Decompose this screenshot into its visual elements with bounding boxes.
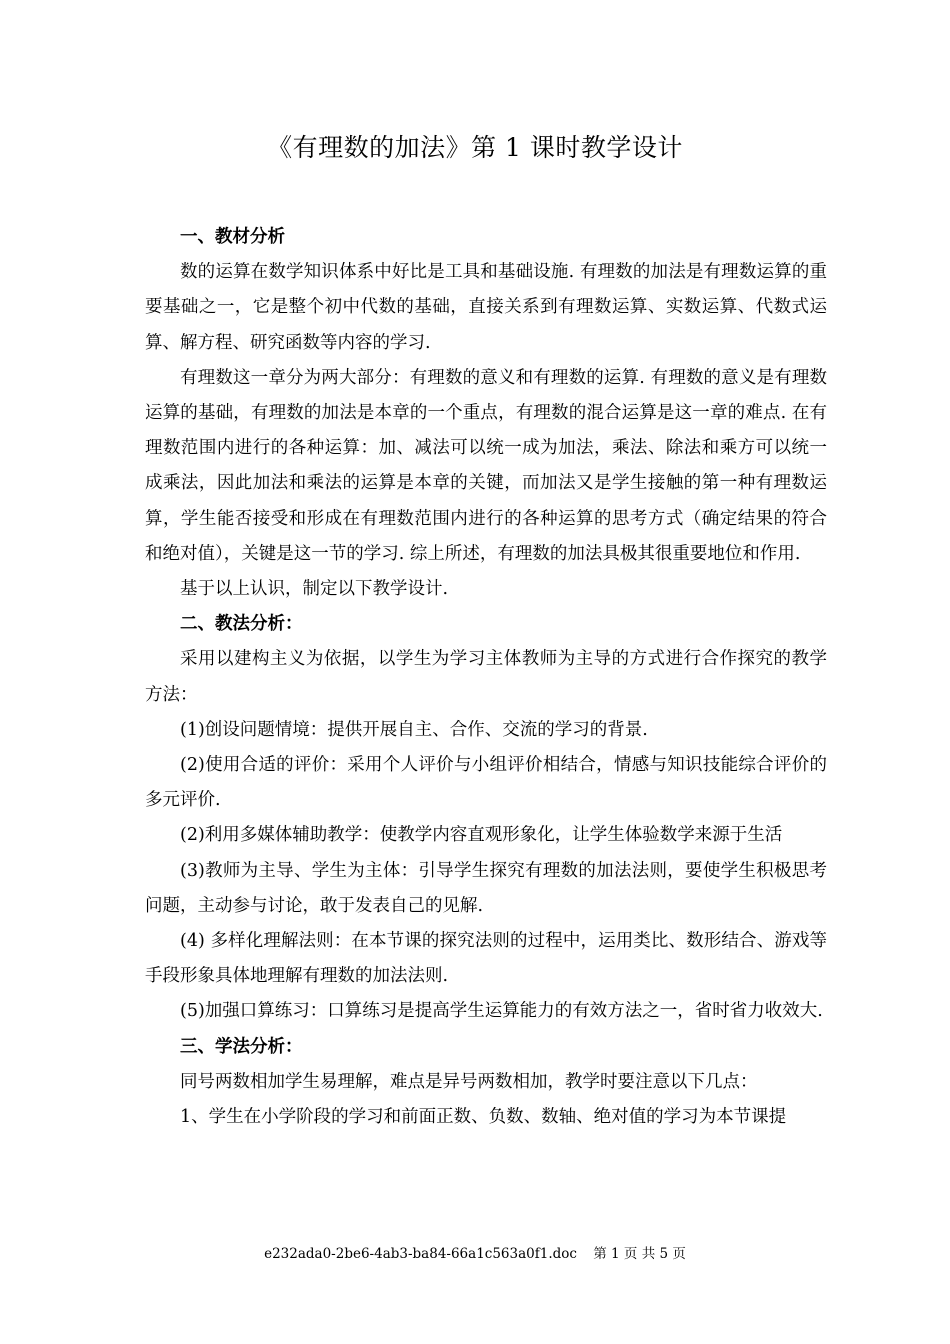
list-item: (2)利用多媒体辅助教学：使教学内容直观形象化，让学生体验数学来源于生活 bbox=[180, 825, 783, 846]
list-item: (5)加强口算练习：口算练习是提高学生运算能力的有效方法之一，省时省力收效大. bbox=[180, 1001, 823, 1022]
list-item: (4) 多样化理解法则：在本节课的探究法则的过程中，运用类比、数形结合、游戏等手段形象具体地理解有理数的加法法则. bbox=[145, 931, 827, 987]
paragraph: 有理数这一章分为两大部分：有理数的意义和有理数的运算. 有理数的意义是有理数运算的基础，有理数的加法是本章的一个重点，有理数的混合运算是这一章的难点. 在有理数范围内进行的各种运算：加、减法可以统一成为加法，乘法、除法和乘方可以统一成乘法，因此加法和乘法的运算是本章的关键，而加法又是学生接触的第一种有理数运算，学生能否接受和形成在有理数范围内进行的各种运算的思考方式（确定结果的符合和绝对值），关键是这一节的学习. 综上所述，有理数的加法具极其很重要地位和作用. bbox=[145, 367, 827, 564]
list-item: (1)创设问题情境：提供开展自主、合作、交流的学习的背景. bbox=[180, 719, 648, 740]
footer-page-number: 第 1 页 共 5 页 bbox=[593, 1246, 686, 1262]
section-heading: 二、教法分析： bbox=[180, 614, 303, 635]
paragraph: 数的运算在数学知识体系中好比是工具和基础设施. 有理数的加法是有理数运算的重要基础之一，它是整个初中代数的基础，直接关系到有理数运算、实数运算、代数式运算、解方程、研究函数等内容的学习. bbox=[145, 262, 827, 353]
list-item: (3)教师为主导、学生为主体：引导学生探究有理数的加法法则，要使学生积极思考问题，主动参与讨论，敢于发表自己的见解. bbox=[145, 860, 827, 916]
list-item: 1、学生在小学阶段的学习和前面正数、负数、数轴、绝对值的学习为本节课提 bbox=[180, 1107, 787, 1128]
section-heading: 三、学法分析： bbox=[180, 1036, 303, 1057]
list-item: (2)使用合适的评价：采用个人评价与小组评价相结合，情感与知识技能综合评价的多元评价. bbox=[145, 755, 827, 811]
page-footer bbox=[0, 1244, 950, 1264]
paragraph: 基于以上认识，制定以下教学设计. bbox=[180, 579, 449, 600]
section-heading: 一、教材分析 bbox=[180, 227, 285, 247]
paragraph: 同号两数相加学生易理解，难点是异号两数相加，教学时要注意以下几点： bbox=[180, 1071, 758, 1092]
footer-filename: e232ada0-2be6-4ab3-ba84-66a1c563a0f1.doc bbox=[264, 1246, 577, 1262]
paragraph: 采用以建构主义为依据，以学生为学习主体教师为主导的方式进行合作探究的教学方法： bbox=[145, 649, 827, 705]
document-title: 《有理数的加法》第 1 课时教学设计 bbox=[267, 133, 683, 162]
document-body bbox=[145, 220, 827, 1135]
